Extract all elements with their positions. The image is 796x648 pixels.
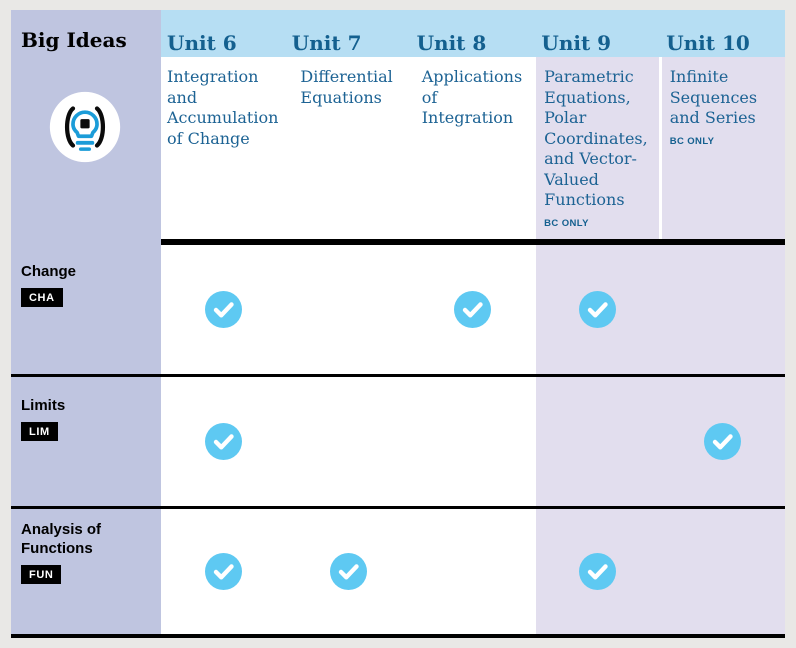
- unit-10-header: Unit 10: [666, 31, 750, 55]
- check-cell-limits-unit9: [535, 377, 660, 506]
- unit-7-description-cell: [294, 57, 415, 239]
- check-cell-fun-unit6: [161, 509, 286, 634]
- checkmark-icon: [454, 291, 491, 328]
- unit-8-header: Unit 8: [416, 31, 487, 55]
- row-change-code-badge: CHA: [21, 288, 63, 307]
- check-cell-limits-unit6: [161, 377, 286, 506]
- checkmark-icon: [205, 553, 242, 590]
- unit-7-description: Differential Equations: [300, 67, 393, 107]
- unit-9-description-cell: [538, 57, 664, 239]
- row-analysis-of-functions: [11, 509, 785, 634]
- check-cell-change-unit10: [660, 245, 785, 374]
- row-limits-code-badge: LIM: [21, 422, 58, 441]
- unit-10-description: Infinite Sequences and Series: [669, 67, 758, 127]
- checkmark-icon: [205, 423, 242, 460]
- unit-9-bc-only-label: BC ONLY: [544, 217, 589, 229]
- lightbulb-icon: [48, 90, 122, 164]
- check-cell-fun-unit8: [411, 509, 536, 634]
- unit-8-description: Applications of Integration: [421, 67, 523, 127]
- unit-6-description-cell: [161, 57, 294, 239]
- row-fun-code-badge: FUN: [21, 565, 61, 584]
- check-cell-fun-unit7: [286, 509, 411, 634]
- row-limits-label: Limits: [21, 397, 66, 414]
- check-cell-limits-unit7: [286, 377, 411, 506]
- checkmark-icon: [579, 291, 616, 328]
- check-cell-limits-unit8: [411, 377, 536, 506]
- row-limits: [11, 377, 785, 506]
- row-change: [11, 245, 785, 374]
- unit-6-description: Integration and Accumulation of Change: [167, 67, 279, 148]
- table-bottom-rule: [11, 634, 785, 638]
- unit-10-bc-only-label: BC ONLY: [669, 135, 715, 147]
- row-fun-label: Analysis of Functions: [21, 521, 102, 557]
- unit-9-description: Parametric Equations, Polar Coordinates, and Vector-Valued Functions: [544, 67, 648, 209]
- unit-7-header: Unit 7: [291, 31, 362, 55]
- unit-8-description-cell: [416, 57, 538, 239]
- check-cell-fun-unit9: [535, 509, 660, 634]
- check-cell-limits-unit10: [660, 377, 785, 506]
- row-change-label: Change: [21, 263, 77, 280]
- unit-6-header: Unit 6: [167, 31, 237, 55]
- unit-10-description-cell: [664, 57, 785, 239]
- check-cell-change-unit6: [161, 245, 286, 374]
- checkmark-icon: [330, 553, 367, 590]
- unit-9-header: Unit 9: [541, 31, 612, 55]
- checkmark-icon: [205, 291, 242, 328]
- check-cell-change-unit9: [535, 245, 660, 374]
- checkmark-icon: [579, 553, 616, 590]
- check-cell-fun-unit10: [660, 509, 785, 634]
- table-title: Big Ideas: [21, 28, 127, 52]
- checkmark-icon: [704, 423, 741, 460]
- check-cell-change-unit7: [286, 245, 411, 374]
- check-cell-change-unit8: [411, 245, 536, 374]
